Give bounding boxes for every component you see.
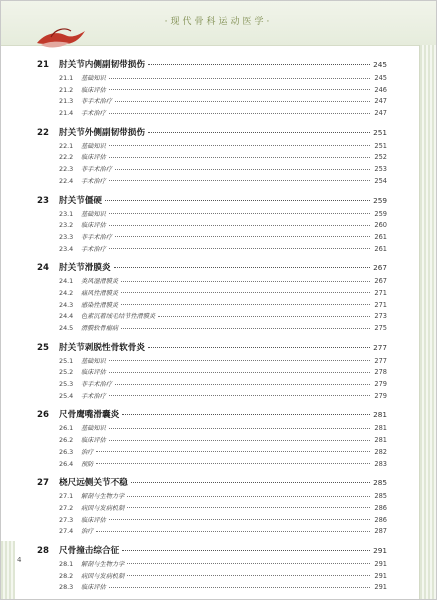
chapter-number: 25 xyxy=(37,342,49,353)
section-entry[interactable] xyxy=(37,276,387,288)
chapter-page: 251 xyxy=(373,127,387,137)
leader-dots xyxy=(109,395,370,396)
leader-dots xyxy=(122,550,370,551)
section-title: 非手术治疗 xyxy=(81,98,112,106)
section-number: 21.3 xyxy=(59,97,74,106)
section-entry[interactable] xyxy=(37,526,387,538)
leader-dots xyxy=(148,64,370,65)
section-page: 261 xyxy=(374,244,387,253)
section-number: 23.3 xyxy=(59,232,74,241)
chapter-number: 27 xyxy=(37,478,49,489)
leader-dots xyxy=(121,328,370,329)
section-title: 手术治疗 xyxy=(81,110,106,118)
table-of-contents xyxy=(37,58,387,600)
section-number: 24.1 xyxy=(59,277,74,286)
section-number: 21.2 xyxy=(59,85,74,94)
chapter-entry[interactable] xyxy=(37,408,387,423)
toc-chapter xyxy=(37,58,387,120)
section-number: 24.5 xyxy=(59,324,74,332)
section-number: 26.4 xyxy=(59,459,74,468)
section-number: 25.1 xyxy=(59,356,74,365)
section-page: 247 xyxy=(374,109,387,118)
section-title: 临床评估 xyxy=(81,369,106,377)
toc-chapter xyxy=(37,341,387,403)
section-page: 286 xyxy=(374,503,387,512)
section-title: 色素沉着绒毛结节性滑膜炎 xyxy=(81,313,156,321)
section-entry[interactable] xyxy=(37,141,387,153)
section-number: 26.2 xyxy=(59,436,74,445)
section-entry[interactable] xyxy=(37,503,387,515)
section-entry[interactable] xyxy=(37,96,387,108)
chapter-title: 肘关节滑膜炎 xyxy=(59,263,111,274)
leader-dots xyxy=(115,101,370,102)
section-entry[interactable] xyxy=(37,300,387,312)
leader-dots xyxy=(96,463,370,464)
section-entry[interactable] xyxy=(37,356,387,368)
section-entry[interactable] xyxy=(37,435,387,447)
leader-dots xyxy=(109,587,370,588)
section-page: 261 xyxy=(374,232,387,241)
section-title: 临床评估 xyxy=(81,86,106,94)
section-page: 291 xyxy=(374,559,387,568)
section-page: 283 xyxy=(374,459,387,468)
leader-dots xyxy=(109,248,370,249)
leader-dots xyxy=(109,145,370,146)
chapter-entry[interactable] xyxy=(37,341,387,356)
section-number: 25.4 xyxy=(59,391,74,400)
section-number: 27.4 xyxy=(59,527,74,536)
section-entry[interactable] xyxy=(37,244,387,256)
section-number: 23.1 xyxy=(59,209,74,218)
section-page: 267 xyxy=(374,277,387,286)
leader-dots xyxy=(127,563,370,564)
leader-dots xyxy=(114,267,370,268)
section-page: 287 xyxy=(374,527,387,536)
leader-dots xyxy=(109,89,370,90)
section-entry[interactable] xyxy=(37,73,387,85)
leader-dots xyxy=(109,360,370,361)
section-title: 非手术治疗 xyxy=(81,381,112,389)
leader-dots xyxy=(148,347,370,348)
toc-chapter xyxy=(37,476,387,538)
toc-chapter xyxy=(37,194,387,256)
section-entry[interactable] xyxy=(37,367,387,379)
leader-dots xyxy=(109,519,370,520)
section-number: 27.2 xyxy=(59,503,74,512)
chapter-page: 281 xyxy=(373,410,387,420)
chapter-page: 277 xyxy=(373,342,387,352)
section-title: 临床评估 xyxy=(81,584,106,592)
section-page: 246 xyxy=(374,85,387,94)
leader-dots xyxy=(121,281,370,282)
section-number: 23.2 xyxy=(59,221,74,230)
chapter-title: 肘关节剥脱性骨软骨炎 xyxy=(59,342,145,353)
section-entry[interactable] xyxy=(37,311,387,323)
decorative-right-stripe xyxy=(419,45,436,599)
section-entry[interactable] xyxy=(37,459,387,471)
section-page: 279 xyxy=(374,391,387,400)
section-number: 24.2 xyxy=(59,288,74,297)
leader-dots xyxy=(127,496,370,497)
section-number: 22.1 xyxy=(59,141,74,150)
section-page: 282 xyxy=(374,447,387,456)
leader-dots xyxy=(131,482,370,483)
chapter-number: 24 xyxy=(37,263,49,274)
section-page: 285 xyxy=(374,492,387,501)
leader-dots xyxy=(115,169,370,170)
section-number: 24.3 xyxy=(59,300,74,309)
section-number: 25.2 xyxy=(59,368,74,377)
section-entry[interactable] xyxy=(37,232,387,244)
leader-dots xyxy=(109,157,370,158)
section-page: 281 xyxy=(374,424,387,433)
section-number: 21.4 xyxy=(59,109,74,118)
section-page: 271 xyxy=(374,300,387,309)
leader-dots xyxy=(109,213,370,214)
section-number: 26.3 xyxy=(59,447,74,456)
section-title: 临床评估 xyxy=(81,437,106,445)
leader-dots xyxy=(105,200,370,201)
section-page: 245 xyxy=(374,74,387,82)
section-page: 247 xyxy=(374,97,387,106)
section-entry[interactable] xyxy=(37,220,387,232)
section-page: 281 xyxy=(374,436,387,445)
chapter-page: 259 xyxy=(373,195,387,205)
toc-chapter xyxy=(37,408,387,470)
section-number: 22.4 xyxy=(59,176,74,185)
section-number: 27.1 xyxy=(59,492,74,501)
section-title: 基础知识 xyxy=(81,210,106,218)
leader-dots xyxy=(109,428,370,429)
section-entry[interactable] xyxy=(37,423,387,435)
section-title: 病因与发病机制 xyxy=(81,504,125,512)
leader-dots xyxy=(115,236,370,237)
section-title: 基础知识 xyxy=(81,357,106,365)
chapter-title: 尺骨鹰嘴滑囊炎 xyxy=(59,410,120,421)
section-title: 基础知识 xyxy=(81,425,106,433)
section-title: 解剖与生物力学 xyxy=(81,560,125,568)
chapter-page: 291 xyxy=(373,545,387,555)
section-page: 252 xyxy=(374,153,387,162)
section-entry[interactable] xyxy=(37,447,387,459)
section-number: 28.2 xyxy=(59,571,74,580)
section-page: 275 xyxy=(374,324,387,332)
toc-chapter xyxy=(37,261,387,334)
section-title: 痛风性滑膜炎 xyxy=(81,289,119,297)
section-page: 291 xyxy=(374,583,387,592)
section-entry[interactable] xyxy=(37,571,387,583)
running-header-title: ·现代骨科运动医学· xyxy=(164,17,273,27)
chapter-entry[interactable] xyxy=(37,476,387,491)
leader-dots xyxy=(109,113,370,114)
leader-dots xyxy=(148,132,370,133)
section-entry[interactable] xyxy=(37,391,387,403)
leader-dots xyxy=(109,78,370,79)
leader-dots xyxy=(109,225,370,226)
chapter-number: 21 xyxy=(37,60,49,70)
section-entry[interactable] xyxy=(37,491,387,503)
section-number: 28.1 xyxy=(59,559,74,568)
chapter-page: 285 xyxy=(373,478,387,488)
section-page: 277 xyxy=(374,356,387,365)
leader-dots xyxy=(109,180,370,181)
section-number: 22.2 xyxy=(59,153,74,162)
page-header xyxy=(1,1,436,46)
section-title: 治疗 xyxy=(81,528,94,536)
section-number: 25.3 xyxy=(59,380,74,389)
section-title: 非手术治疗 xyxy=(81,233,112,241)
section-number: 21.1 xyxy=(59,74,74,82)
section-page: 291 xyxy=(374,571,387,580)
section-number: 26.1 xyxy=(59,424,74,433)
leader-dots xyxy=(109,440,370,441)
section-page: 251 xyxy=(374,141,387,150)
section-title: 临床评估 xyxy=(81,154,106,162)
section-title: 非手术治疗 xyxy=(81,166,112,174)
chapter-title: 肘关节外侧副韧带损伤 xyxy=(59,127,145,138)
leader-dots xyxy=(115,384,370,385)
section-title: 基础知识 xyxy=(81,142,106,150)
leader-dots xyxy=(158,316,370,317)
section-entry[interactable] xyxy=(37,85,387,97)
section-number: 24.4 xyxy=(59,312,74,321)
toc-chapter xyxy=(37,126,387,188)
leader-dots xyxy=(122,414,370,415)
section-page: 271 xyxy=(374,288,387,297)
section-title: 手术治疗 xyxy=(81,392,106,400)
section-title: 类风湿滑膜炎 xyxy=(81,278,119,286)
chapter-number: 26 xyxy=(37,410,49,421)
chapter-number: 28 xyxy=(37,545,49,556)
section-page: 279 xyxy=(374,380,387,389)
section-page: 259 xyxy=(374,209,387,218)
section-title: 临床评估 xyxy=(81,516,106,524)
section-entry[interactable] xyxy=(37,164,387,176)
section-page: 273 xyxy=(374,312,387,321)
chapter-entry[interactable] xyxy=(37,544,387,559)
section-title: 预防 xyxy=(81,460,94,468)
leader-dots xyxy=(127,575,370,576)
section-page: 260 xyxy=(374,221,387,230)
section-title: 基础知识 xyxy=(81,75,106,82)
chapter-entry[interactable] xyxy=(37,194,387,209)
leader-dots xyxy=(121,292,370,293)
section-number: 28.3 xyxy=(59,583,74,592)
chapter-page: 267 xyxy=(373,263,387,273)
section-entry[interactable] xyxy=(37,152,387,164)
section-entry[interactable] xyxy=(37,559,387,571)
chapter-title: 桡尺远侧关节不稳 xyxy=(59,478,128,489)
toc-chapter xyxy=(37,544,387,594)
section-number: 27.3 xyxy=(59,515,74,524)
page-number: 4 xyxy=(17,556,22,564)
section-title: 滑膜软骨瘤病 xyxy=(81,325,119,332)
chapter-entry[interactable] xyxy=(37,126,387,141)
section-title: 病因与发病机制 xyxy=(81,572,125,580)
section-entry[interactable] xyxy=(37,379,387,391)
chapter-page: 245 xyxy=(373,60,387,69)
chapter-title: 肘关节内侧副韧带损伤 xyxy=(59,60,145,70)
section-page: 254 xyxy=(374,176,387,185)
leader-dots xyxy=(127,507,370,508)
leader-dots xyxy=(121,304,370,305)
section-entry[interactable] xyxy=(37,515,387,527)
section-entry[interactable] xyxy=(37,582,387,594)
section-entry[interactable] xyxy=(37,176,387,188)
section-title: 治疗 xyxy=(81,448,94,456)
section-title: 手术治疗 xyxy=(81,177,106,185)
section-entry[interactable] xyxy=(37,108,387,120)
leader-dots xyxy=(96,531,370,532)
section-entry[interactable] xyxy=(37,288,387,300)
decorative-left-stripe xyxy=(1,541,15,599)
chapter-entry[interactable] xyxy=(37,261,387,276)
section-title: 解剖与生物力学 xyxy=(81,493,125,501)
chapter-entry[interactable] xyxy=(37,58,387,73)
section-entry[interactable] xyxy=(37,323,387,335)
section-title: 临床评估 xyxy=(81,222,106,230)
section-page: 286 xyxy=(374,515,387,524)
section-number: 22.3 xyxy=(59,165,74,174)
chapter-number: 23 xyxy=(37,195,49,206)
chapter-title: 尺骨撞击综合征 xyxy=(59,545,120,556)
section-title: 手术治疗 xyxy=(81,245,106,253)
leader-dots xyxy=(109,372,370,373)
section-page: 253 xyxy=(374,165,387,174)
chapter-title: 肘关节僵硬 xyxy=(59,195,102,206)
section-number: 23.4 xyxy=(59,244,74,253)
section-entry[interactable] xyxy=(37,209,387,221)
section-page: 278 xyxy=(374,368,387,377)
chapter-number: 22 xyxy=(37,127,49,138)
leader-dots xyxy=(96,451,370,452)
section-title: 感染性滑膜炎 xyxy=(81,301,119,309)
